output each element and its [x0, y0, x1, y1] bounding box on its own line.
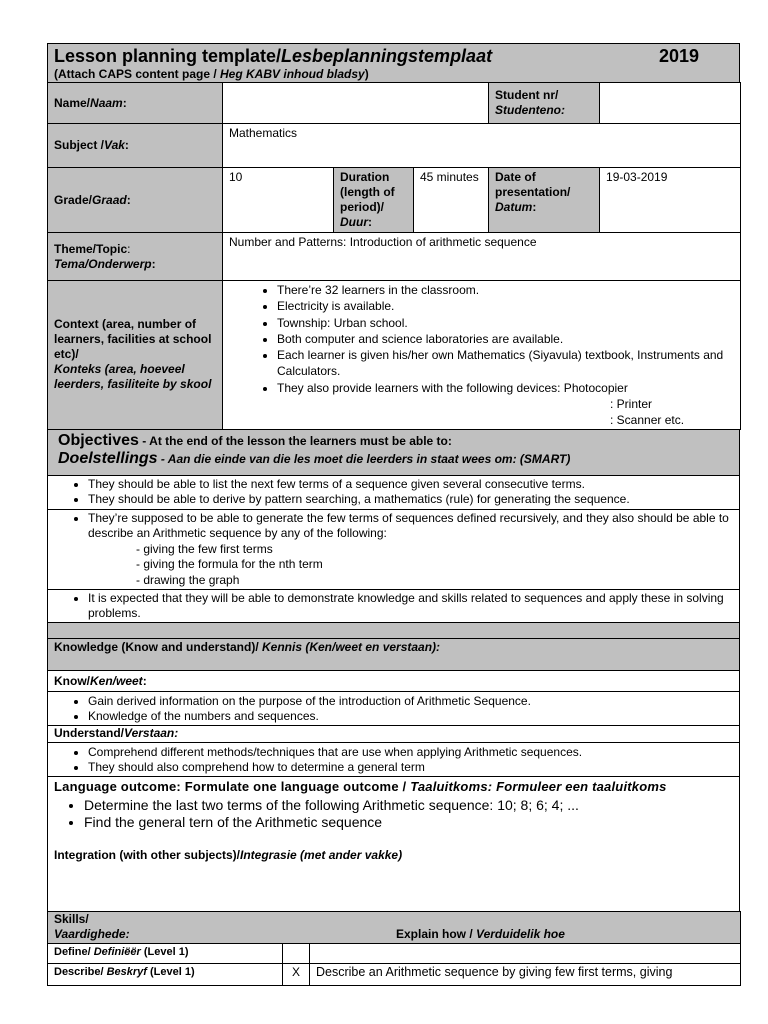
lesson-plan-document: [47, 43, 740, 986]
list-item: • They also provide learners with the following devices: Photocopier : Printer : Scanner etc.: [277, 380, 734, 429]
understand-label: Understand/Verstaan:: [48, 726, 740, 743]
objectives-list: [52, 477, 735, 507]
objectives-list: [52, 511, 735, 542]
spacer-row: [48, 623, 740, 639]
context-label: Context (area, number of learners, facilities at school etc)/ Konteks (area, hoeveel leerders, fasiliteite by skool: [48, 281, 223, 430]
sub-item: - giving the few first terms: [136, 541, 273, 556]
know-items: [48, 692, 740, 726]
year: 2019: [658, 46, 699, 66]
list-item: • Gain derived information on the purpose of the introduction of Arithmetic Sequence.: [88, 694, 735, 709]
knowledge-header: Knowledge (Know and understand)/ Kennis (Ken/weet en verstaan):: [48, 639, 740, 671]
date-field[interactable]: 19-03-2019: [600, 168, 741, 233]
skill-explanation[interactable]: [310, 944, 741, 964]
context-list: [229, 282, 734, 429]
integration-label: Integration (with other subjects)/Integrasie (met ander vakke): [54, 848, 403, 863]
list-item: • Township: Urban school.: [277, 315, 734, 331]
list-item: • Both computer and science laboratories are available.: [277, 331, 734, 347]
list-item: • They should be able to list the next few terms of a sequence given several consecutive terms.: [88, 477, 735, 492]
language-section: [48, 777, 740, 912]
explain-label: Explain how / Verduidelik hoe: [396, 927, 565, 942]
sub-item: - giving the formula for the nth term: [136, 557, 323, 572]
list-item: • There’re 32 learners in the classroom.: [277, 282, 734, 298]
name-field[interactable]: [223, 83, 489, 124]
list-item: • It is expected that they will be able to demonstrate knowledge and skills related to sequences and apply these in solving problems.: [88, 591, 735, 621]
skill-row-define: Define/ Definiëër (Level 1): [48, 944, 283, 964]
objectives-row-3: [48, 590, 740, 623]
list-item: • They should also comprehend how to determine a general term: [88, 760, 735, 775]
student-nr-label: Student nr/ Studenteno:: [489, 83, 600, 124]
details-table: [47, 82, 741, 430]
list-item: • Determine the last two terms of the following Arithmetic sequence: 10; 8; 6; 4; ...: [84, 797, 733, 814]
list-item: • They should be able to derive by pattern searching, a mathematics (rule) for generating the sequence.: [88, 492, 735, 507]
list-item: • Comprehend different methods/techniques that are use when applying Arithmetic sequences.: [88, 745, 735, 760]
objectives-list: [52, 591, 735, 621]
know-list: [52, 694, 735, 724]
subject-label: Subject /Vak:: [48, 124, 223, 168]
name-label: Name/Naam:: [48, 83, 223, 124]
context-field[interactable]: [223, 281, 741, 430]
grade-field[interactable]: 10: [223, 168, 334, 233]
objectives-row-2: [48, 509, 740, 590]
theme-field[interactable]: Number and Patterns: Introduction of arithmetic sequence: [223, 233, 741, 281]
skill-mark[interactable]: [283, 944, 310, 964]
date-label: Date of presentation/ Datum:: [489, 168, 600, 233]
list-item: • Electricity is available.: [277, 298, 734, 314]
header-cell: [48, 44, 740, 83]
device-scanner: : Scanner etc.: [610, 413, 685, 428]
objectives-table: [47, 429, 740, 913]
sub-item: - drawing the graph: [136, 572, 240, 587]
subject-field[interactable]: Mathematics: [223, 124, 741, 168]
list-item: • They’re supposed to be able to generate the few terms of sequences defined recursively, and they also should be able to describe an Arithmetic sequence by any of the following:: [88, 511, 735, 542]
theme-label: Theme/Topic: Tema/Onderwerp:: [48, 233, 223, 281]
student-nr-field[interactable]: [600, 83, 741, 124]
grade-label: Grade/Graad:: [48, 168, 223, 233]
language-list: [54, 797, 733, 831]
duration-field[interactable]: 45 minutes: [414, 168, 489, 233]
objectives-header: Objectives - At the end of the lesson the learners must be able to: Doelstellings - Aan die einde van die les moet die leerders in staat wees om: (SMART): [48, 429, 740, 475]
skill-row-describe: Describe/ Beskryf (Level 1): [48, 964, 283, 986]
header-table: [47, 43, 740, 83]
list-item: • Find the general tern of the Arithmetic sequence: [84, 814, 733, 831]
list-item: • Each learner is given his/her own Mathematics (Siyavula) textbook, Instruments and Calculators.: [277, 347, 734, 380]
skill-mark[interactable]: X: [283, 964, 310, 986]
skills-table: [47, 911, 741, 986]
attach-note: (Attach CAPS content page / Heg KABV inhoud bladsy): [54, 67, 369, 81]
list-item: • Knowledge of the numbers and sequences.: [88, 709, 735, 724]
page-title: Lesson planning template/Lesbeplanningstemplaat 2019: [54, 46, 699, 66]
language-title: Language outcome: Formulate one language outcome / Taaluitkoms: Formuleer een taaluitkoms: [54, 779, 667, 795]
objectives-row-1: [48, 475, 740, 509]
skill-explanation[interactable]: Describe an Arithmetic sequence by giving few first terms, giving: [310, 964, 741, 986]
duration-label: Duration (length of period)/ Duur:: [334, 168, 414, 233]
know-label: Know/Ken/weet:: [48, 671, 740, 692]
device-printer: : Printer: [610, 397, 653, 412]
understand-items: [48, 743, 740, 777]
understand-list: [52, 745, 735, 775]
skills-header: Skills/ Vaardighede: Explain how / Verduidelik hoe: [48, 912, 741, 944]
